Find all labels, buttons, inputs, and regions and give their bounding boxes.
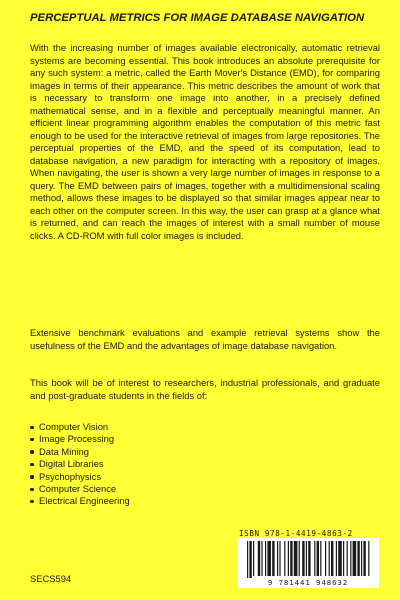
list-item: Computer Vision (30, 421, 130, 433)
book-title: PERCEPTUAL METRICS FOR IMAGE DATABASE NAVIGATION (30, 12, 365, 24)
list-item: Psychophysics (30, 471, 130, 483)
isbn-label: ISBN 978-1-4419-4863-2 (239, 529, 353, 538)
list-item: Data Mining (30, 446, 130, 458)
barcode-bars (237, 538, 379, 578)
subject-list (30, 421, 130, 508)
barcode-digits: 9 781441 948632 (267, 578, 349, 587)
evaluation-paragraph: Extensive benchmark evaluations and example retrieval systems show the usefulness of the EMD and the advantages of image database navigation. (30, 327, 380, 351)
description-paragraph: With the increasing number of images available electronically, automatic retrieval systems are becoming essential. This book introduces an absolute prerequisite for any such system: a metric, called the Earth Mover's Distance (EMD), for comparing images in terms of their appearance. This metric describes the amount of work that is necessary to transform one image into another, in a precisely defined mathematical sense, and in a flexible and perceptually meaningful manner. An efficient linear programming algorithm enables the computation of this metric fast enough to be used for the interactive retrieval of images from large repositories. The perceptual properties of the EMD, and the speed of its computation, lead to database navigation, a new paradigm for interacting with a repository of images. When navigating, the user is shown a very large number of images in response to a query. The EMD between pairs of images, together with a multidimensional scaling method, allows these images to be displayed so that similar images appear near to each other on the computer screen. In this way, the user can grasp at a glance what is returned, and can reach the images of interest with a small number of mouse clicks. A CD-ROM with full color images is included. (30, 42, 380, 241)
list-item: Computer Science (30, 483, 130, 495)
series-code: SECS594 (30, 573, 72, 584)
barcode (237, 538, 379, 588)
list-item: Image Processing (30, 433, 130, 445)
list-item: Digital Libraries (30, 458, 130, 470)
audience-paragraph: This book will be of interest to researchers, industrial professionals, and graduate and post-graduate students in the fields of: (30, 377, 380, 401)
list-item: Electrical Engineering (30, 495, 130, 507)
